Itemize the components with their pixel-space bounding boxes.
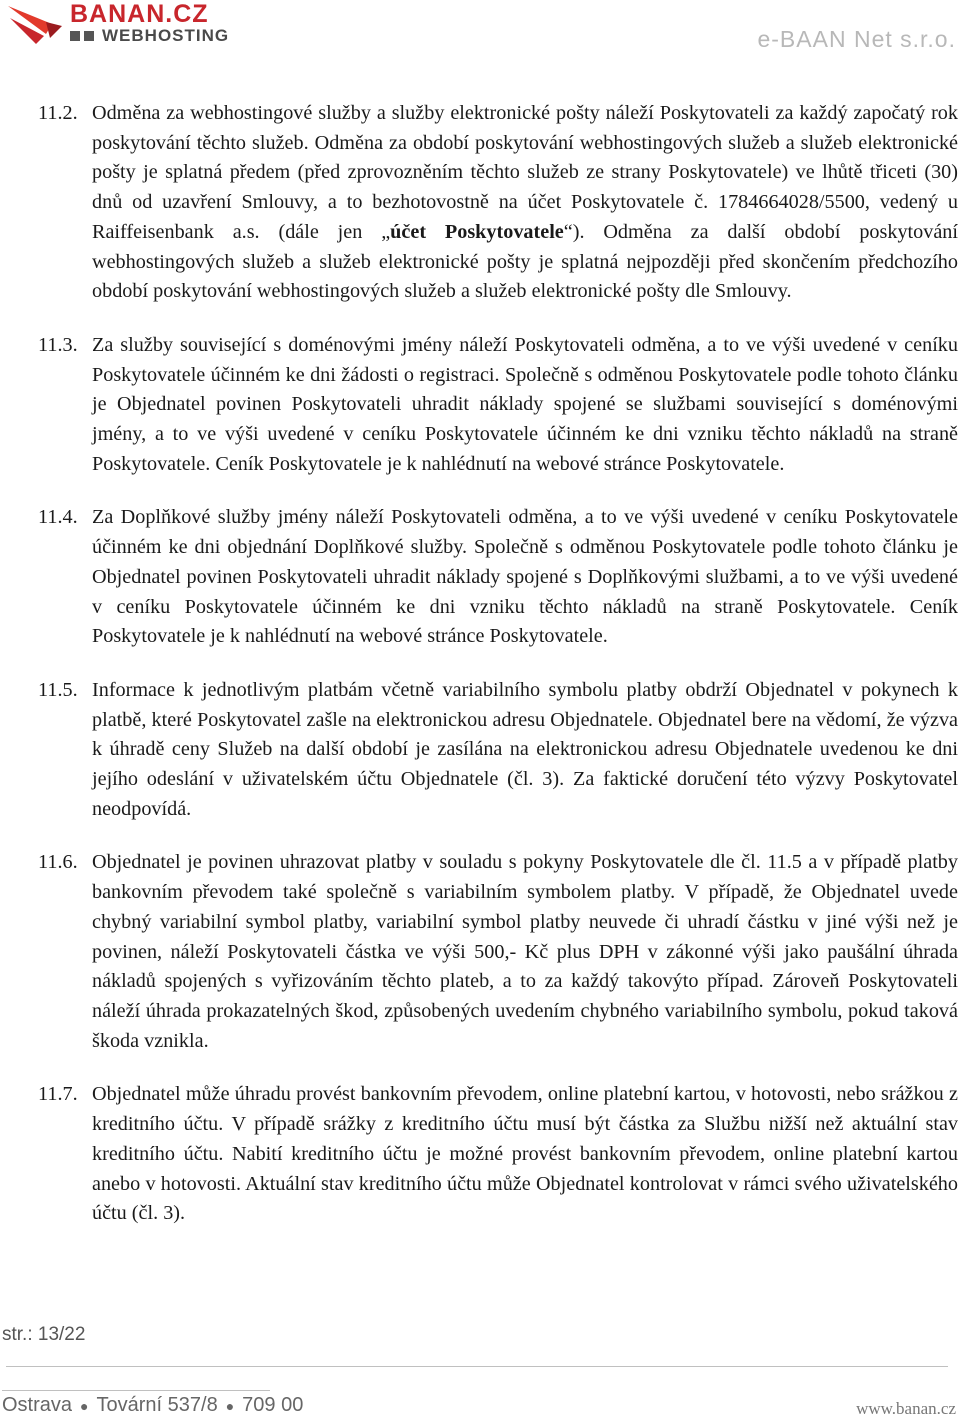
defined-term: účet Poskytovatele [390, 220, 564, 243]
footer-city: Ostrava [2, 1394, 73, 1416]
clause-text: Informace k jednotlivým platbám včetně variabilního symbolu platby obdrží Objednatel v pokynech k platbě, které Poskytovatel zašle na elektronickou adresu Objednatele. Objednatel bere na vědomí, že výzva k úhradě ceny Služeb na další období je zasílána na elektronickou adresu Objednatele uvedenou ke dni jejího odeslání v uživatelském účtu Objednatele (čl. 3). Za faktické doručení této výzvy Poskytovatel neodpovídá. [92, 678, 958, 820]
clause-text: Za služby související s doménovými jmény náleží Poskytovateli odměna, a to ve výši uvedené v ceníku Poskytovatele účinném ke dni žádosti o registraci. Společně s odměnou Poskytovatele podle tohoto článku je Objednatel povinen Poskytovateli uhradit náklady spojené se službami související s doménovými jmény, a to ve výši uvedené v ceníku Poskytovatele účinném ke dni vzniku těchto nákladů na straně Poskytovatele. Ceník Poskytovatele je k nahlédnutí na webové stránce Poskytovatele. [92, 333, 958, 475]
clause-number: 11.2. [38, 102, 78, 124]
footer-street: Tovární 537/8 [96, 1394, 218, 1416]
logo-sub-wrap [70, 26, 229, 46]
clause-11-5 [38, 676, 958, 825]
footer-address [2, 1394, 303, 1417]
bullet-icon: ● [225, 1397, 235, 1414]
clause-11-6 [38, 848, 958, 1056]
clause-text-part: Odměna za webhostingové služby a služby elektronické pošty náleží Poskytovateli za každý započatý rok poskytování těchto služeb. Odměna za období poskytování webhostingových služeb a služeb elektronické pošty je splatná předem (před zprovozněním těchto služeb ze strany Poskytovatele) ve lhůtě třiceti (30) dnů od uzavření Smlouvy, a to bezhotovostně na účet Poskytovatele č. 1784664028/5500, vedený u Raiffeisenbank a.s. (dále jen „ [92, 102, 958, 243]
clause-text: Objednatel může úhradu provést bankovním převodem, online platební kartou, v hotovosti, nebo srážkou z kreditního účtu. V případě srážky z kreditního účtu musí být částka za Službu nižší než aktuální stav kreditního účtu. Nabití kreditního účtu je možné provést bankovním převodem, online platební kartou anebo v hotovosti. Aktuální stav kreditního účtu může Objednatel kontrolovat v rámci svého uživatelského účtu (čl. 3). [92, 1083, 958, 1225]
logo-bars-icon [70, 29, 96, 43]
clause-text [92, 99, 958, 307]
clause-11-4 [38, 503, 958, 652]
bullet-icon: ● [80, 1397, 89, 1414]
company-name: e-BAAN Net s.r.o. [757, 26, 956, 52]
banan-logo [6, 2, 246, 48]
page-number: str.: 13/22 [2, 1324, 86, 1345]
banana-mark-icon [6, 4, 64, 46]
clause-11-7 [38, 1080, 958, 1229]
footer-zip: 709 00 [242, 1394, 304, 1416]
page-header [0, 0, 960, 80]
clause-number: 11.5. [38, 678, 78, 701]
footer-website-link[interactable]: www.banan.cz [856, 1399, 956, 1418]
clause-number: 11.4. [38, 506, 78, 529]
clause-text: Za Doplňkové služby jmény náleží Poskytovateli odměna, a to ve výši uvedené v ceníku Poskytovatele účinném ke dni objednání Doplňkové služby. Společně s odměnou Poskytovatele podle tohoto článku je Objednatel povinen Poskytovateli uhradit náklady spojené s Doplňkovými službami, a to ve výši uvedené v ceníku Poskytovatele účinném ke dni vzniku těchto nákladů na straně Poskytovatele. Ceník Poskytovatele je k nahlédnutí na webové stránce Poskytovatele. [92, 506, 958, 648]
clause-text-part: “). Odměna za další období poskytování webhostingových služeb a služeb elektronické pošty je splatná nejpozději před skončením předchozího období poskytování webhostingových služeb a služeb elektronické pošty dle Smlouvy. [92, 220, 959, 303]
clause-11-3 [38, 331, 958, 480]
logo-main-text: BANAN.CZ [70, 0, 209, 28]
document-body [38, 99, 958, 1253]
footer-divider-short [2, 1390, 270, 1391]
footer-divider [6, 1366, 948, 1367]
clause-11-2 [38, 99, 958, 307]
clause-number: 11.6. [38, 851, 78, 874]
logo-sub-text: WEBHOSTING [102, 26, 230, 45]
clause-number: 11.7. [38, 1083, 78, 1106]
clause-text: Objednatel je povinen uhrazovat platby v souladu s pokyny Poskytovatele dle čl. 11.5 a v případě platby bankovním převodem také společně s variabilním symbolem platby. V případě, že Objednatel uvede chybný variabilní symbol platby, variabilní symbol platby neuvede či uhradí částku v jiné výši než je povinen, náleží Poskytovateli částka ve výši 500,- Kč plus DPH v zákonné výši jako paušální úhrada nákladů spojených s vyřizováním těchto plateb, a to za každý takovýto případ. Zároveň Poskytovateli náleží úhrada prokazatelných škod, způsobených uvedením chybného variabilního symbolu, pokud taková škoda vznikla. [92, 851, 958, 1052]
clause-number: 11.3. [38, 333, 78, 356]
